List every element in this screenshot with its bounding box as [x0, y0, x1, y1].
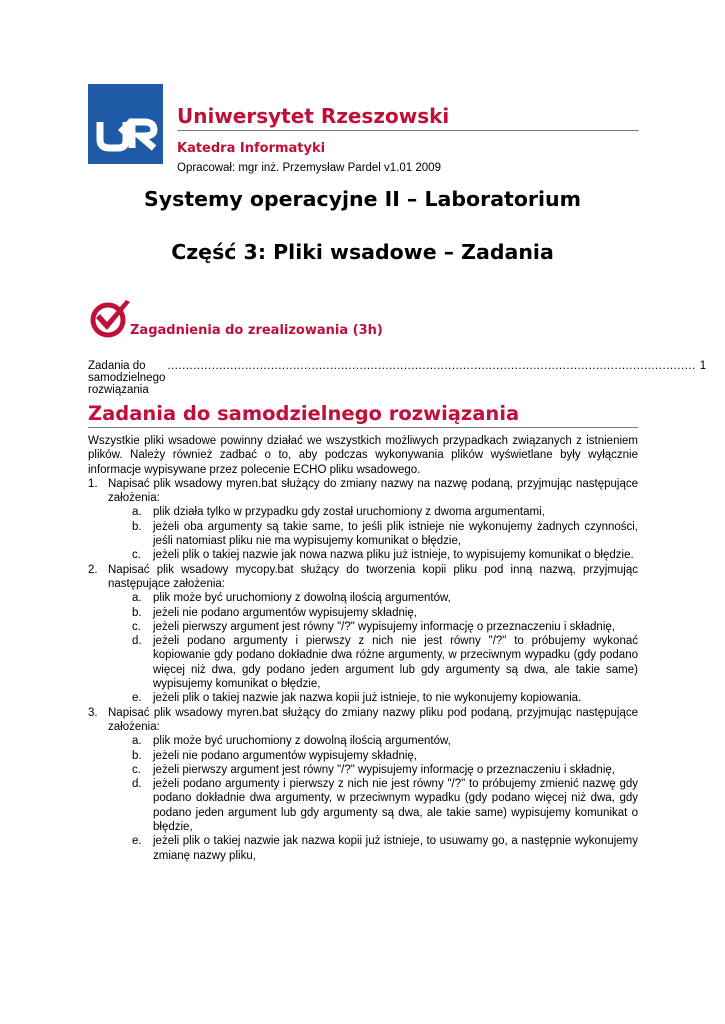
subtask-letter: e.: [132, 835, 142, 848]
document-subtitle: Część 3: Pliki wsadowe – Zadania: [171, 240, 554, 264]
subtask-letter: c.: [132, 620, 141, 633]
subtask-item: [108, 749, 638, 763]
subtask-letter: c.: [132, 549, 141, 562]
author-line: Opracował: mgr inż. Przemysław Pardel v1.01 2009: [177, 162, 441, 174]
toc-entry[interactable]: [88, 360, 707, 396]
task-item: [88, 563, 638, 706]
toc-page-number: 1: [699, 360, 707, 372]
subtask-letter: d.: [132, 778, 142, 791]
subtask-item: [108, 520, 638, 549]
subtask-item: [108, 634, 638, 691]
toc-dots: ...............................................................................................................................................: [167, 360, 696, 372]
subtask-letter: b.: [132, 749, 142, 762]
subtask-text: jeżeli pierwszy argument jest równy "/?" wypisujemy informację o przeznaczeniu i składnię,: [153, 763, 615, 776]
task-number: 3.: [88, 706, 98, 719]
subtask-letter: a.: [132, 592, 142, 605]
university-logo: [88, 84, 163, 164]
task-text: Napisać plik wsadowy mycopy.bat służący do tworzenia kopii pliku pod inną nazwą, przyjmując następujące założenia:: [108, 563, 638, 590]
subtask-letter: a.: [132, 506, 142, 519]
subtask-text: jeżeli pierwszy argument jest równy "/?" wypisujemy informację o przeznaczeniu i składnię,: [153, 620, 615, 633]
subtask-list: [108, 734, 638, 863]
subtask-text: plik działa tylko w przypadku gdy został uruchomiony z dwoma argumentami,: [153, 506, 545, 519]
subtask-text: jeżeli plik o takiej nazwie jak nazwa kopii już istnieje, to nie wykonujemy kopiowania.: [153, 692, 582, 705]
subtask-text: plik może być uruchomiony z dowolną ilością argumentów,: [153, 735, 451, 748]
university-logo-icon: [88, 84, 163, 164]
subtask-item: [108, 777, 638, 834]
task-list: [88, 477, 638, 863]
checkmark-icon: [88, 298, 132, 338]
subtask-text: jeżeli nie podano argumentów wypisujemy składnię,: [153, 606, 418, 619]
subtask-text: jeżeli plik o takiej nazwie jak nowa nazwa pliku już istnieje, to wypisujemy komunikat o błędzie.: [153, 549, 634, 562]
subtask-item: [108, 734, 638, 748]
subtask-text: plik może być uruchomiony z dowolną ilością argumentów,: [153, 592, 451, 605]
subtask-letter: e.: [132, 692, 142, 705]
subtask-letter: a.: [132, 735, 142, 748]
section-heading: Zadania do samodzielnego rozwiązania: [88, 402, 638, 428]
subtask-list: [108, 505, 638, 562]
task-number: 2.: [88, 563, 98, 576]
subtask-item: [108, 548, 638, 562]
subtask-item: [108, 505, 638, 519]
subtask-letter: d.: [132, 635, 142, 648]
task-number: 1.: [88, 477, 98, 490]
subtask-text: jeżeli nie podano argumentów wypisujemy składnię,: [153, 749, 418, 762]
section-intro: Wszystkie pliki wsadowe powinny działać we wszystkich możliwych przypadkach związanych z istnieniem plików. Należy również zadbać o to, aby podczas wykonywania plików wyświetlane były wyłącznie informacje wypisywane przez polecenie ECHO pliku wsadowego.: [88, 435, 638, 476]
subtask-item: [108, 763, 638, 777]
subtask-text: jeżeli podano argumenty i pierwszy z nich nie jest równy "/?" to próbujemy zmienić nazwę gdy podano dokładnie dwa argumenty, w przeciwnym wypadku (gdy podano więcej niż dwa, gdy podano jeden argument lub gdy argumenty są dwa, ale takie same) wypisujemy komunikat o błędzie,: [153, 778, 638, 834]
section-body: [88, 434, 638, 863]
department-name: Katedra Informatyki: [177, 141, 326, 156]
document-header: [177, 104, 639, 174]
subtask-text: jeżeli podano argumenty i pierwszy z nich nie jest równy "/?" to próbujemy wykonać kopiowanie gdy podano dokładnie dwa różne argumenty, w przeciwnym wypadku (gdy podano więcej niż dwa, gdy podano jeden argument lub gdy argumenty są dwa, ale takie same) wypisujemy komunikat o błędzie,: [153, 635, 638, 691]
topics-heading: Zagadnienia do zrealizowania (3h): [130, 323, 383, 338]
subtask-item: [108, 620, 638, 634]
subtask-text: jeżeli oba argumenty są takie same, to jeśli plik istnieje nie wykonujemy żadnych czynności, jeśli natomiast pliku nie ma wypisujemy komunikat o błędzie,: [153, 520, 638, 548]
subtask-letter: c.: [132, 763, 141, 776]
university-name: Uniwersytet Rzeszowski: [177, 104, 639, 131]
task-item: [88, 706, 638, 863]
task-text: Napisać plik wsadowy myren.bat służący do zmiany nazwy pliku pod podaną, przyjmując następujące założenia:: [108, 706, 638, 733]
subtask-letter: b.: [132, 606, 142, 619]
toc-entry-label: Zadania do samodzielnego rozwiązania: [88, 360, 166, 396]
subtask-letter: b.: [132, 520, 142, 533]
subtask-item: [108, 606, 638, 620]
subtask-item: [108, 691, 638, 705]
subtask-item: [108, 591, 638, 605]
task-text: Napisać plik wsadowy myren.bat służący do zmiany nazwy na nazwę podaną, przyjmując następujące założenia:: [108, 477, 638, 505]
task-item: [88, 477, 638, 563]
subtask-list: [108, 591, 638, 705]
document-title: Systemy operacyjne II – Laboratorium: [143, 187, 582, 211]
subtask-item: [108, 834, 638, 863]
subtask-text: jeżeli plik o takiej nazwie jak nazwa kopii już istnieje, to usuwamy go, a następnie wykonujemy zmianę nazwy pliku,: [153, 835, 638, 862]
